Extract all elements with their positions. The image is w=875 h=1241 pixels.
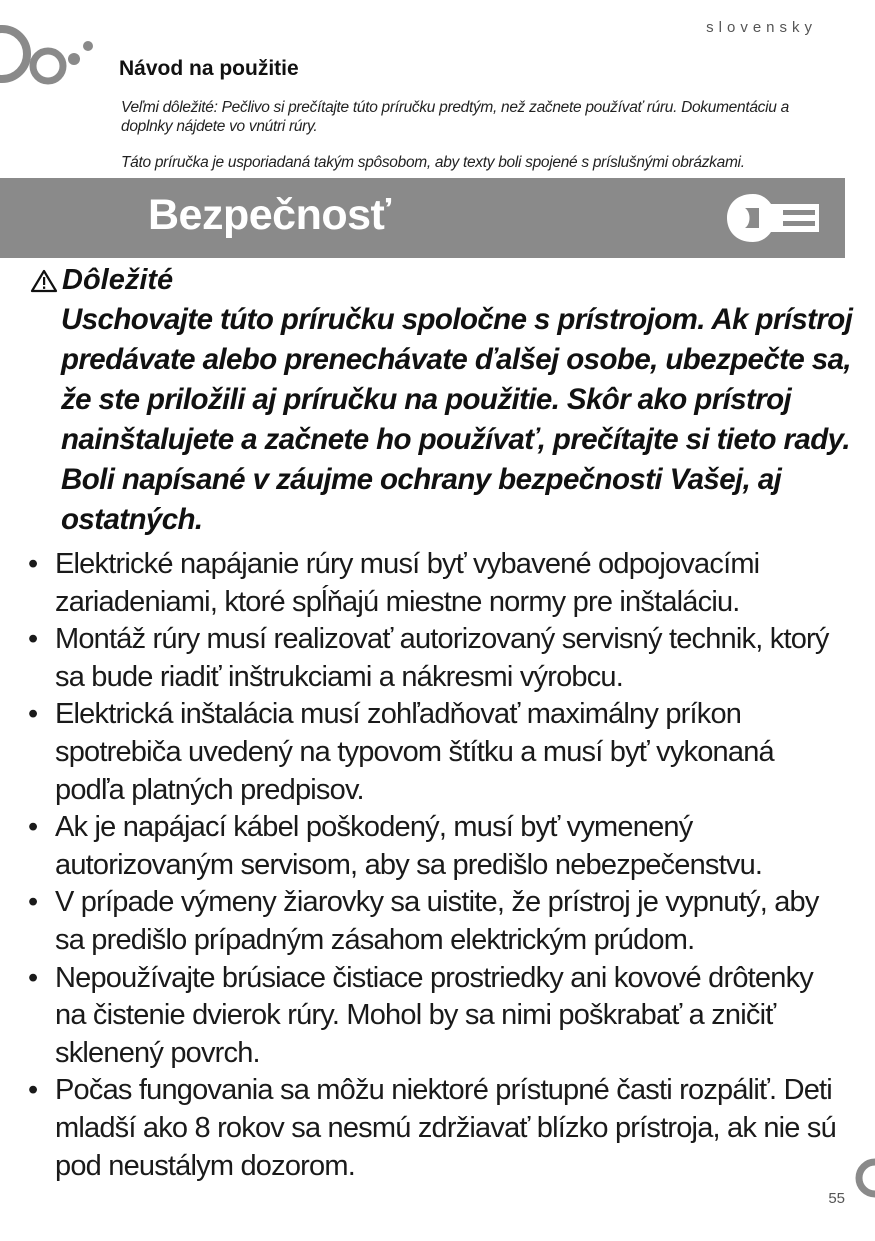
- warning-text: Uschovajte túto príručku spoločne s prístrojom. Ak prístroj predávate alebo prenechávate ďalšej osobe, ubezpečte sa, že ste priložili aj príručku na použitie. Skôr ako prístroj nainštalujete a začnete ho používať, prečítajte si tieto rady. Boli napísané v záujme ochrany bezpečnosti Vašej, aj ostatných.: [61, 303, 853, 536]
- manual-title: Návod na použitie: [119, 57, 299, 80]
- warning-heading: [30, 264, 173, 297]
- intro-important-note: Veľmi dôležité: Pečlivo si prečítajte túto príručku predtým, než začnete používať rúru. Dokumentáciu a doplnky nájdete vo vnútri rúry.: [121, 99, 789, 135]
- bullet-dot-icon: •: [28, 1074, 38, 1107]
- bullet-dot-icon: •: [28, 698, 38, 731]
- bullet-dot-icon: •: [28, 548, 38, 580]
- bullet-text: Nepoužívajte brúsiace čistiace prostriedky ani kovové drôtenky na čistenie dvierok rúry. Mohol by sa nimi poškrabať a zničiť sklenený povrch.: [55, 961, 813, 1069]
- safety-bullet-list: [28, 546, 848, 1185]
- circle-decoration-icon: [845, 1158, 875, 1198]
- warning-triangle-icon: [30, 269, 58, 293]
- bullet-dot-icon: •: [28, 961, 38, 994]
- list-item: [28, 621, 848, 696]
- bubbles-decoration-icon: [0, 22, 100, 94]
- bullet-text: V prípade výmeny žiarovky sa uistite, že prístroj je vypnutý, aby sa predišlo prípadným zásahom elektrickým prúdom.: [55, 886, 819, 956]
- list-item: [28, 546, 848, 621]
- bullet-text: Elektrická inštalácia musí zohľadňovať maximálny príkon spotrebiča uvedený na typovom štítku a musí byť vykonaná podľa platných predpisov.: [55, 698, 774, 806]
- intro-structure-note: Táto príručka je usporiadaná takým spôsobom, aby texty boli spojené s príslušnými obrázkami.: [121, 154, 745, 171]
- list-item: [28, 960, 848, 1073]
- section-header-band: [0, 178, 845, 258]
- list-item: [28, 809, 848, 884]
- bullet-text: Elektrické napájanie rúry musí byť vybavené odpojovacími zariadeniami, ktoré spĺňajú miestne normy pre inštaláciu.: [55, 548, 760, 618]
- list-item: [28, 1072, 848, 1185]
- bullet-text: Ak je napájací kábel poškodený, musí byť vymenený autorizovaným servisom, aby sa predišlo nebezpečenstvu.: [55, 811, 763, 881]
- wrench-icon: [723, 190, 823, 246]
- bullet-text: Montáž rúry musí realizovať autorizovaný servisný technik, ktorý sa bude riadiť inštrukciami a nákresmi výrobcu.: [55, 623, 829, 693]
- warning-heading-text: Dôležité: [62, 264, 174, 296]
- bullet-text: Počas fungovania sa môžu niektoré prístupné časti rozpáliť. Deti mladší ako 8 rokov sa nesmú zdržiavať blízko prístroja, ak nie sú pod neustálym dozorom.: [55, 1074, 836, 1182]
- bullet-dot-icon: •: [28, 623, 38, 656]
- language-label: slovensky: [706, 19, 817, 36]
- bullet-dot-icon: •: [28, 811, 38, 844]
- page-number: 55: [828, 1190, 845, 1207]
- list-item: [28, 696, 848, 809]
- section-title: Bezpečnosť: [148, 191, 391, 239]
- bullet-dot-icon: •: [28, 886, 38, 919]
- list-item: [28, 884, 848, 959]
